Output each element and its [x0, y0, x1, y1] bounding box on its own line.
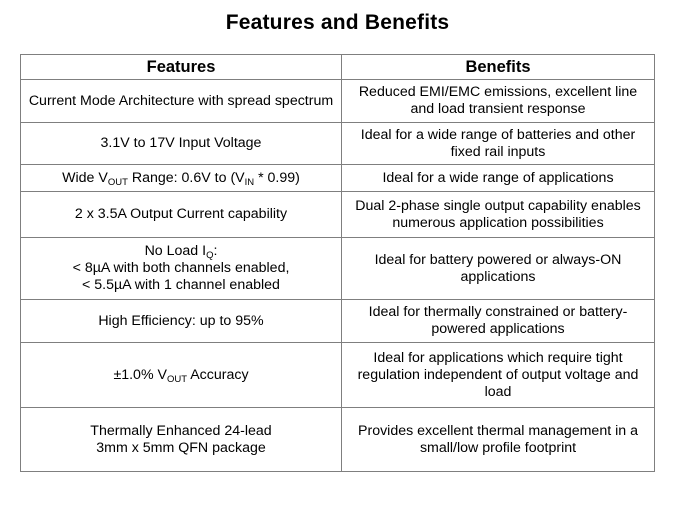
feature-cell — [21, 343, 342, 408]
features-header: Features — [21, 55, 342, 80]
table-row — [21, 408, 655, 472]
feature-cell: Current Mode Architecture with spread spectrum — [21, 80, 342, 123]
feature-line — [25, 243, 337, 260]
feature-text: Accuracy — [187, 366, 249, 383]
feature-cell — [21, 165, 342, 192]
feature-cell — [21, 408, 342, 472]
subscript-out: OUT — [166, 373, 188, 385]
benefit-cell: Ideal for thermally constrained or battery-powered applications — [342, 300, 655, 343]
feature-line: 3mm x 5mm QFN package — [96, 439, 266, 456]
feature-text: * 0.99) — [254, 169, 300, 186]
feature-cell — [21, 238, 342, 300]
feature-cell: 2 x 3.5A Output Current capability — [21, 192, 342, 238]
table-row — [21, 80, 655, 123]
benefits-header: Benefits — [342, 55, 655, 80]
benefit-cell: Dual 2-phase single output capability enables numerous application possibilities — [342, 192, 655, 238]
features-benefits-table — [20, 54, 655, 472]
table-row — [21, 300, 655, 343]
feature-line: < 8µA with both channels enabled, — [72, 260, 290, 276]
benefit-cell: Reduced EMI/EMC emissions, excellent line and load transient response — [342, 80, 655, 123]
benefit-cell: Ideal for a wide range of applications — [342, 165, 655, 192]
benefit-cell: Ideal for applications which require tight regulation independent of output voltage and load — [342, 343, 655, 408]
feature-line: Thermally Enhanced 24-lead — [90, 422, 272, 439]
table-row — [21, 238, 655, 300]
feature-text: Range: 0.6V to (V — [127, 169, 245, 186]
benefit-cell: Ideal for a wide range of batteries and other fixed rail inputs — [342, 123, 655, 165]
subscript-in: IN — [244, 176, 255, 188]
feature-text: No Load I — [144, 243, 207, 259]
feature-text: Wide V — [62, 169, 108, 186]
feature-cell: High Efficiency: up to 95% — [21, 300, 342, 343]
table-row — [21, 343, 655, 408]
benefit-cell: Ideal for battery powered or always-ON applications — [342, 238, 655, 300]
subscript-out: OUT — [107, 176, 128, 188]
table-header-row — [21, 55, 655, 80]
table-row — [21, 123, 655, 165]
benefit-cell: Provides excellent thermal management in a small/low profile footprint — [342, 408, 655, 472]
page-title: Features and Benefits — [225, 11, 450, 34]
subscript-q: Q — [206, 250, 214, 261]
feature-line: < 5.5µA with 1 channel enabled — [82, 277, 280, 293]
feature-text: ±1.0% V — [113, 366, 167, 383]
table-row — [21, 192, 655, 238]
feature-text: : — [213, 243, 218, 259]
feature-cell: 3.1V to 17V Input Voltage — [21, 123, 342, 165]
table-row — [21, 165, 655, 192]
